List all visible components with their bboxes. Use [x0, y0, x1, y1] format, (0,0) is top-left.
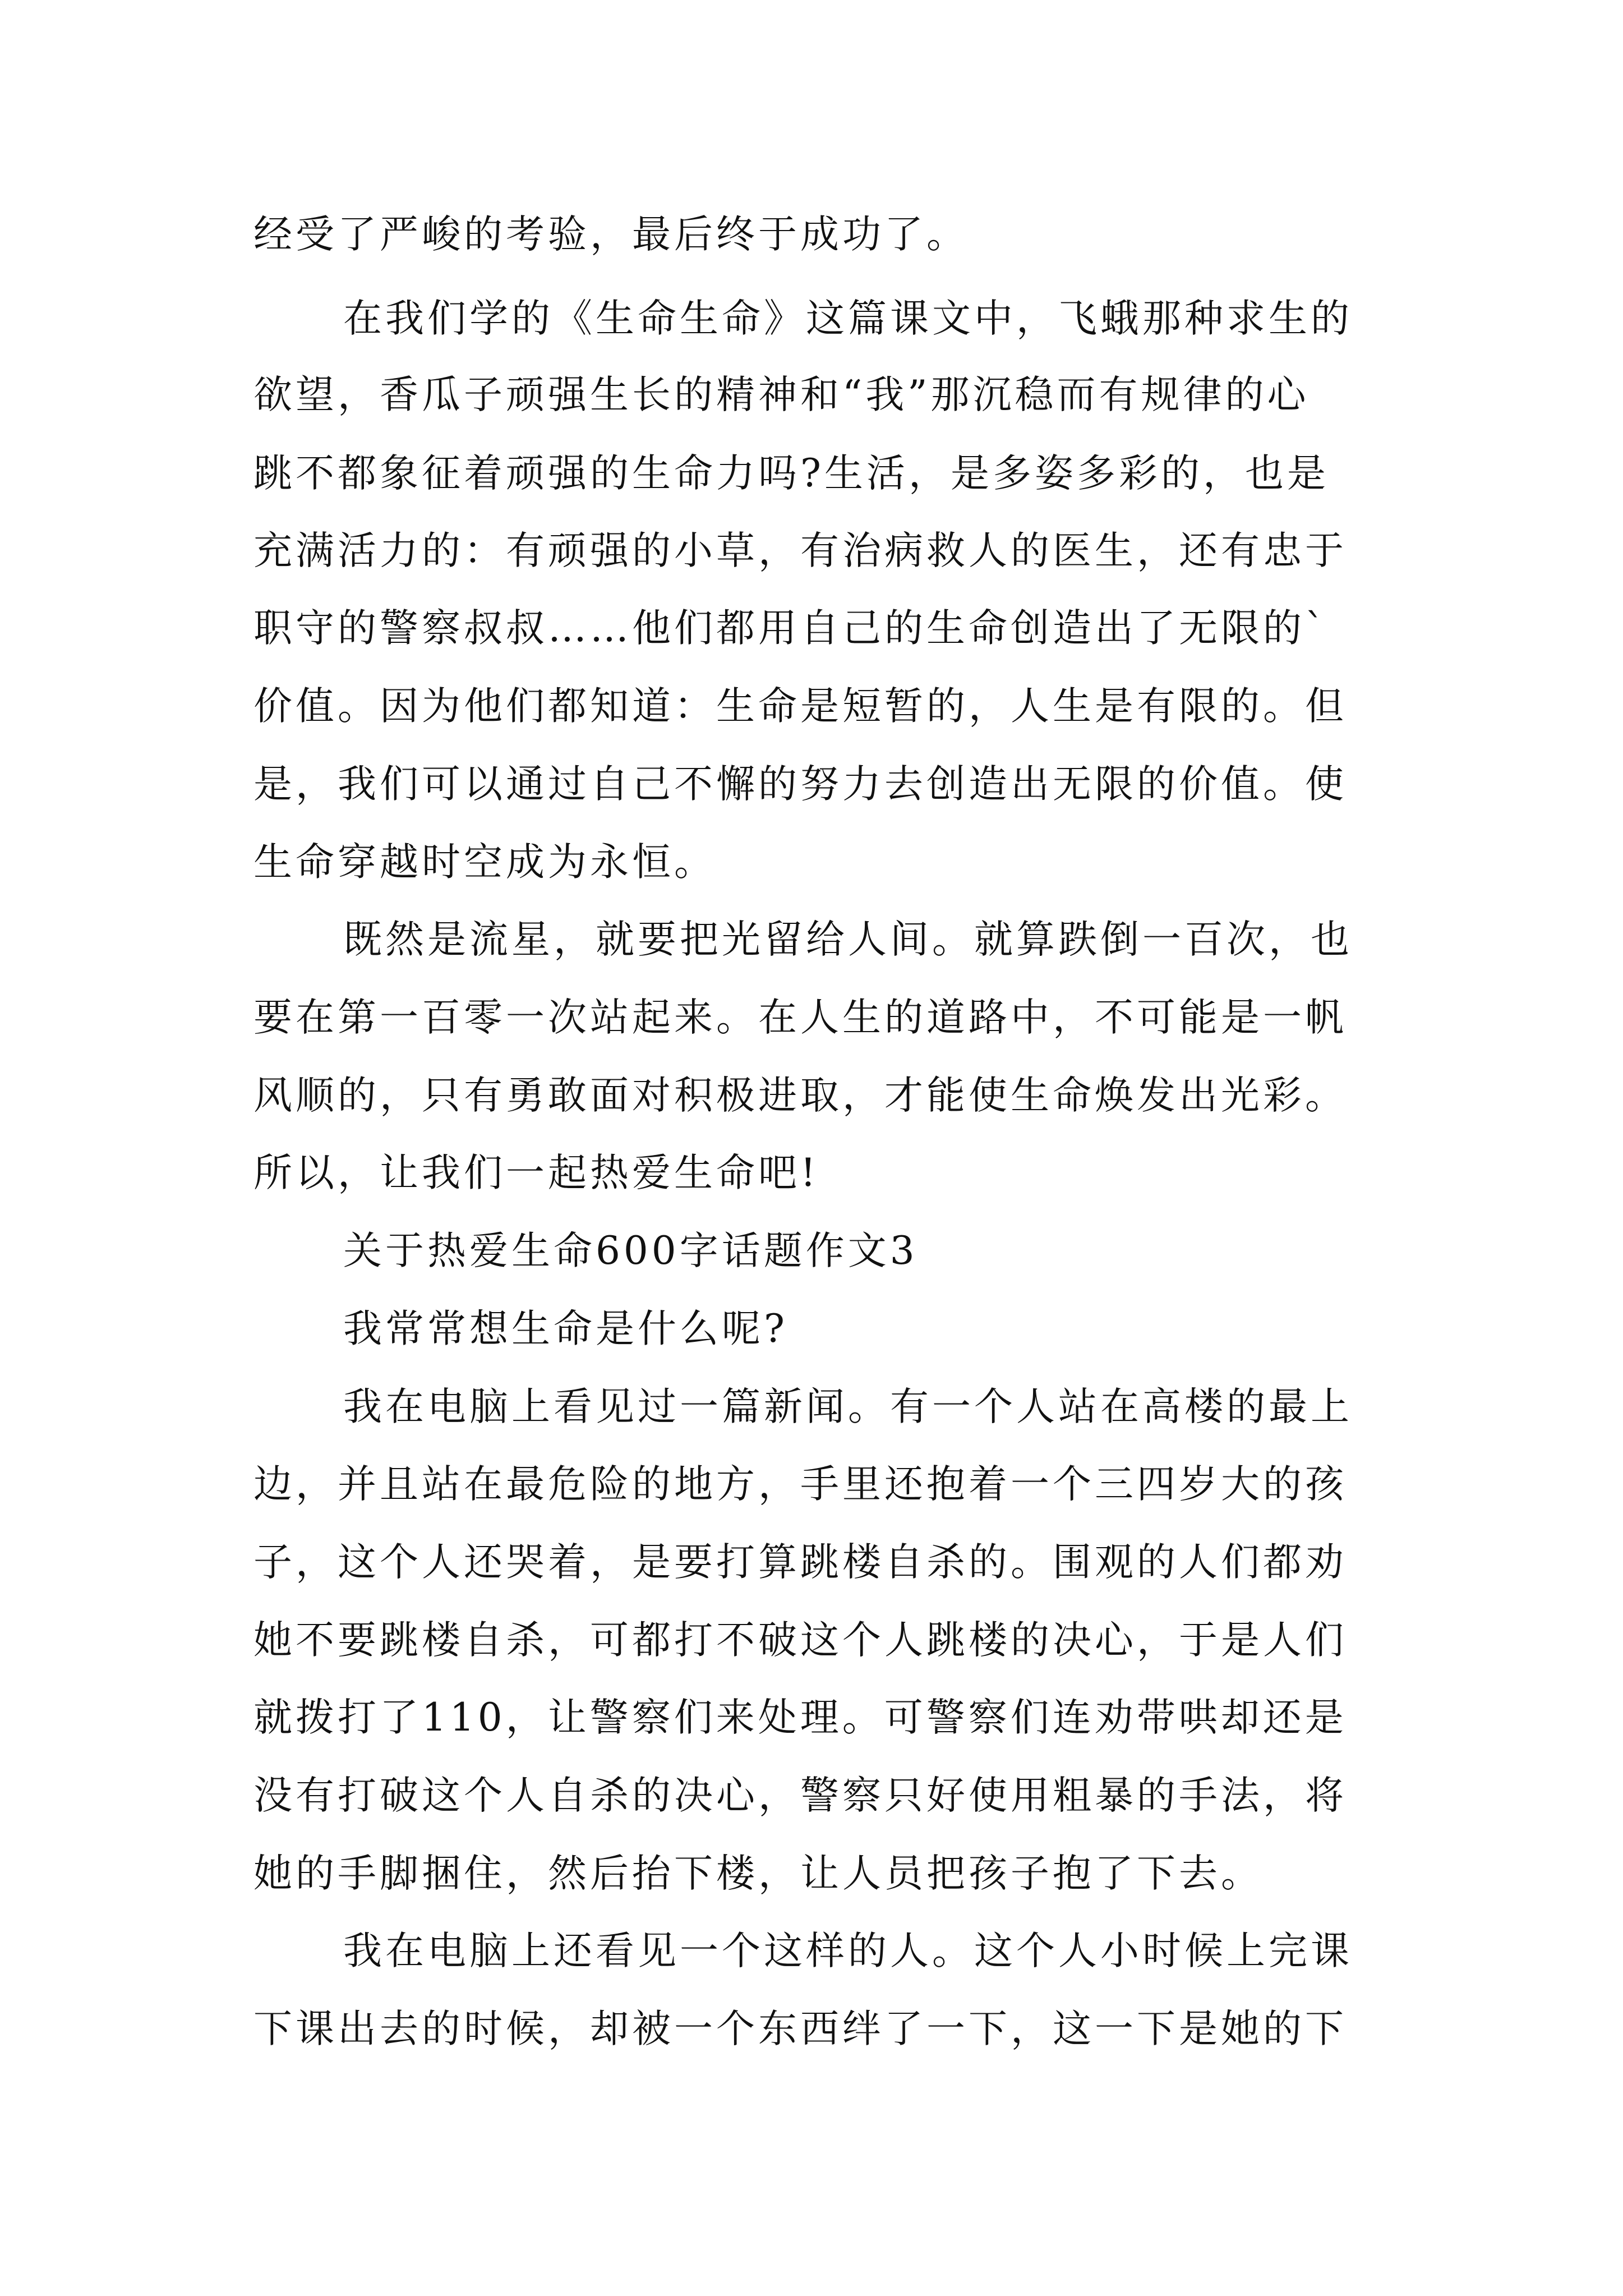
text-line: 既然是流星，就要把光留给人间。就算跌倒一百次，也 [343, 917, 1353, 962]
text-line: 下课出去的时候，却被一个东西绊了一下，这一下是她的下 [253, 2007, 1347, 2051]
text-line: 子，这个人还哭着，是要打算跳楼自杀的。围观的人们都劝 [253, 1540, 1347, 1585]
text-line: 我在电脑上看见过一篇新闻。有一个人站在高楼的最上 [343, 1384, 1353, 1429]
text-line: 我常常想生命是什么呢? [343, 1306, 788, 1351]
text-line: 生命穿越时空成为永恒。 [253, 840, 716, 885]
text-line: 就拨打了110，让警察们来处理。可警察们连劝带哄却还是 [253, 1695, 1347, 1740]
text-line: 跳不都象征着顽强的生命力吗?生活，是多姿多彩的，也是 [253, 451, 1329, 496]
text-line: 所以，让我们一起热爱生命吧! [253, 1151, 819, 1195]
text-line: 是，我们可以通过自己不懈的努力去创造出无限的价值。使 [253, 762, 1347, 807]
text-line: 在我们学的《生命生命》这篇课文中，飞蛾那种求生的 [343, 296, 1353, 341]
text-line: 职守的警察叔叔……他们都用自己的生命创造出了无限的` [253, 606, 1328, 651]
text-line: 她不要跳楼自杀，可都打不破这个人跳楼的决心，于是人们 [253, 1618, 1347, 1663]
text-line: 欲望，香瓜子顽强生长的精神和“我”那沉稳而有规律的心 [253, 372, 1310, 417]
text-line: 没有打破这个人自杀的决心，警察只好使用粗暴的手法，将 [253, 1773, 1347, 1818]
text-line: 我在电脑上还看见一个这样的人。这个人小时候上完课 [343, 1929, 1353, 1973]
text-line: 风顺的，只有勇敢面对积极进取，才能使生命焕发出光彩。 [253, 1073, 1347, 1118]
text-line: 充满活力的：有顽强的小草，有治病救人的医生，还有忠于 [253, 528, 1347, 573]
text-line: 她的手脚捆住，然后抬下楼，让人员把孩子抱了下去。 [253, 1851, 1263, 1896]
text-line: 价值。因为他们都知道：生命是短暂的，人生是有限的。但 [253, 684, 1347, 729]
text-line: 经受了严峻的考验，最后终于成功了。 [253, 212, 969, 257]
text-line: 要在第一百零一次站起来。在人生的道路中，不可能是一帆 [253, 995, 1347, 1040]
section-heading: 关于热爱生命600字话题作文3 [343, 1228, 918, 1273]
text-line: 边，并且站在最危险的地方，手里还抱着一个三四岁大的孩 [253, 1462, 1347, 1507]
